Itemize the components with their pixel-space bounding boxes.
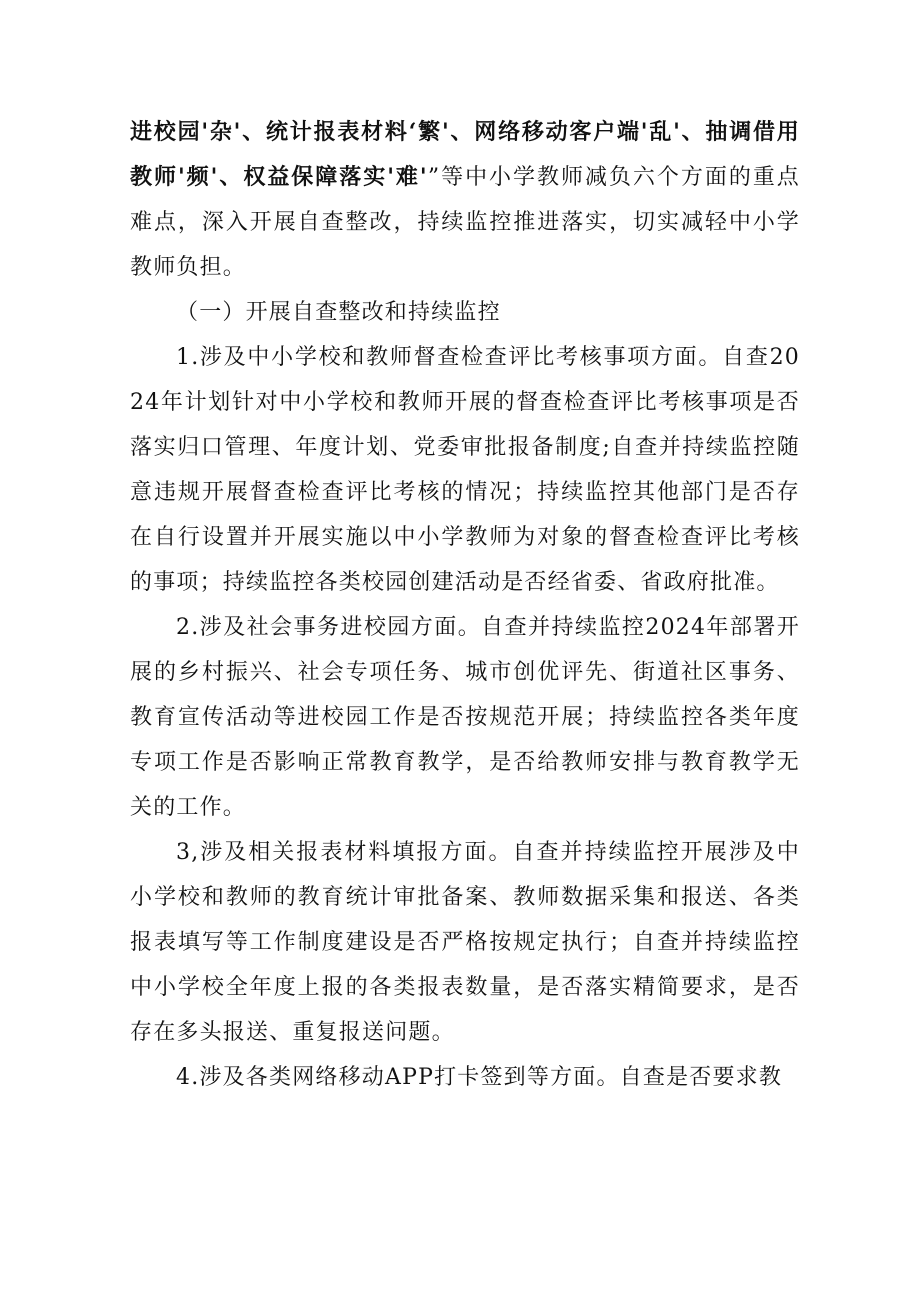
- item-paragraph-2: 2.涉及社会事务进校园方面。自查并持续监控2024年部署开展的乡村振兴、社会专项任务、城市创优评先、街道社区事务、教育宣传活动等进校园工作是否按规范开展；持续监控各类年度专项工作是否影响正常教育教学，是否给教师安排与教育教学无关的工作。: [130, 615, 800, 820]
- item-paragraph-4: 4.涉及各类网络移动APP打卡签到等方面。自查是否要求教: [176, 1065, 783, 1090]
- intro-paragraph: [130, 110, 800, 290]
- intro-bold-text: 进校园'杂'、统计报表材料‘繁'、网络移动客户端'乱'、抽调借用教师'频'、权益保障落实'难': [130, 119, 800, 190]
- item-paragraph-3: 3,涉及相关报表材料填报方面。自查并持续监控开展涉及中小学校和教师的教育统计审批备案、教师数据采集和报送、各类报表填写等工作制度建设是否严格按规定执行；自查并持续监控中小学校全年度上报的各类报表数量，是否落实精简要求，是否存在多头报送、重复报送问题。: [130, 840, 800, 1045]
- section-heading: （一）开展自查整改和持续监控: [176, 300, 501, 325]
- intro-normal-text: ”等中小学教师减负六个方面的重点难点，深入开展自查整改，持续监控推进落实，切实减轻中小学教师负担。: [130, 165, 800, 280]
- item-paragraph-1: 1.涉及中小学校和教师督查检查评比考核事项方面。自查2024年计划针对中小学校和教师开展的督查检查评比考核事项是否落实归口管理、年度计划、党委审批报备制度;自查并持续监控随意违规开展督查检查评比考核的情况；持续监控其他部门是否存在自行设置并开展实施以中小学教师为对象的督查检查评比考核的事项；持续监控各类校园创建活动是否经省委、省政府批准。: [130, 345, 800, 595]
